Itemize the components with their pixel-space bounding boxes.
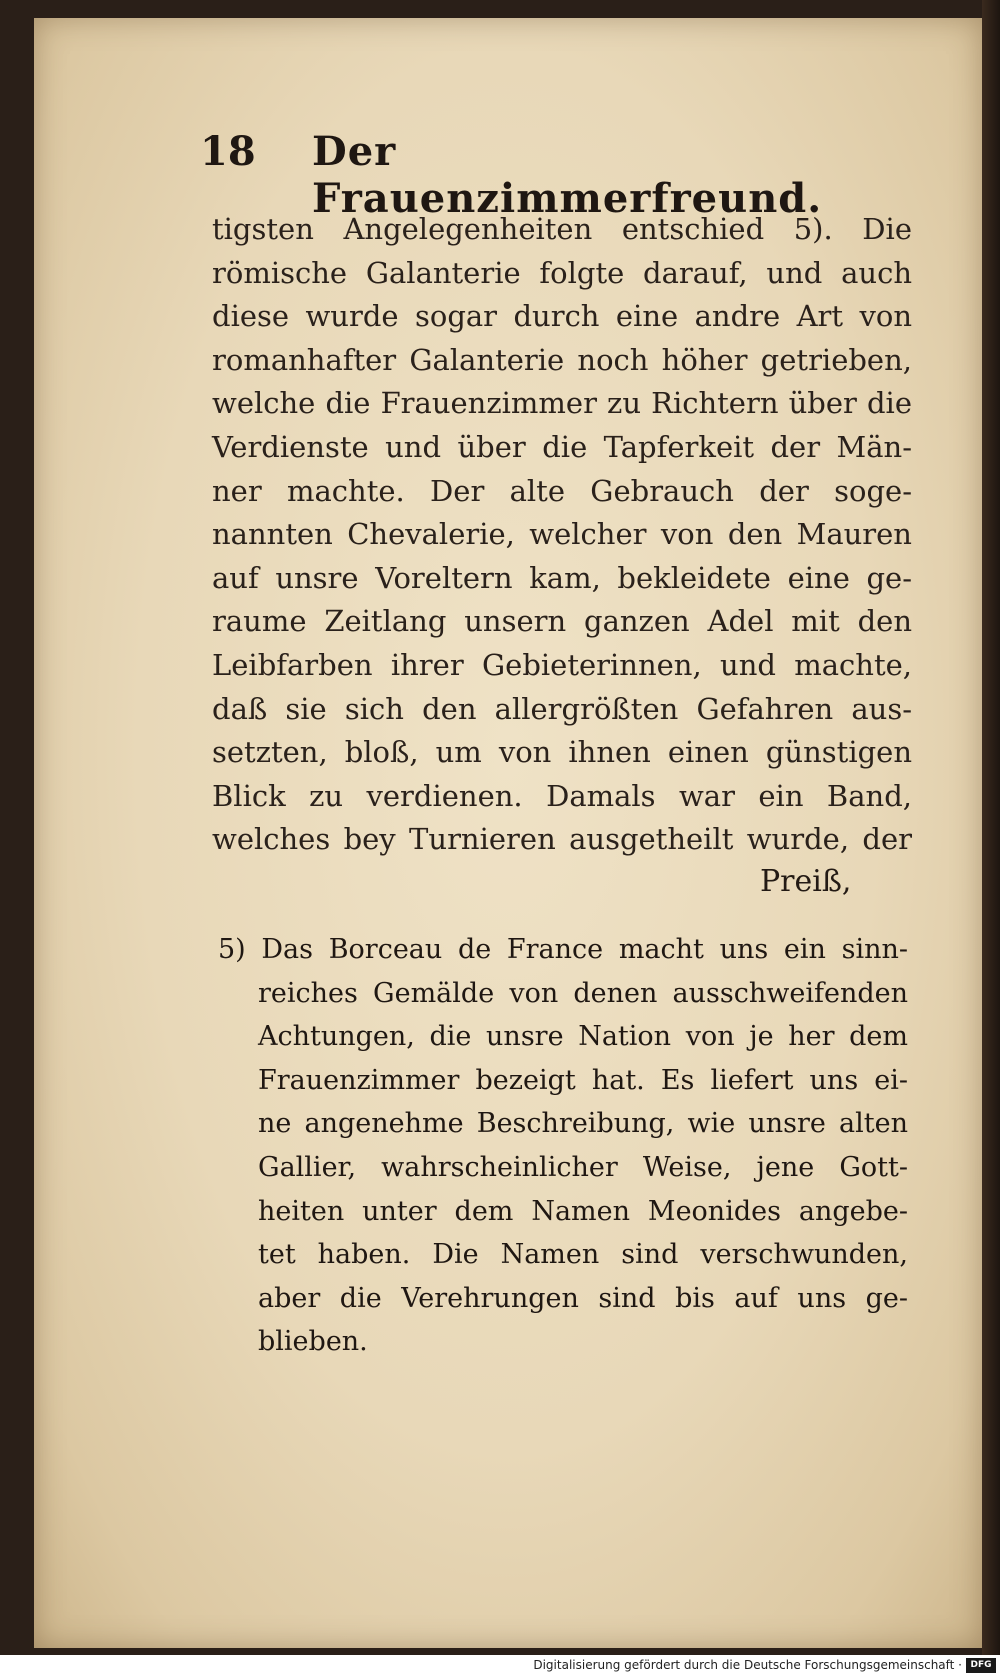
text-line: auf unsre Voreltern kam, bekleidete eine ge-: [212, 560, 912, 595]
page-number: 18: [200, 128, 256, 175]
footnote-line: heiten unter dem Namen Meonides angebe-: [258, 1195, 908, 1227]
text-line: Blick zu verdienen. Damals war ein Band,: [212, 778, 912, 813]
footnote-line: Gallier, wahrscheinlicher Weise, jene Gott-: [258, 1151, 908, 1183]
text-line: setzten, bloß, um von ihnen einen günstigen: [212, 735, 912, 770]
footnote-line: reiches Gemälde von denen ausschweifenden: [258, 977, 908, 1009]
text-line: tigsten Angelegenheiten entschied 5). Die: [212, 212, 912, 246]
text-line: nannten Chevalerie, welcher von den Mauren: [212, 517, 912, 552]
footnote-line: Frauenzimmer bezeigt hat. Es liefert uns ei-: [258, 1064, 908, 1096]
funding-credit: Digitalisierung gefördert durch die Deutsche Forschungsgemeinschaft ·: [533, 1658, 962, 1672]
text-line: daß sie sich den allergrößten Gefahren aus-: [212, 691, 912, 726]
text-line: römische Galanterie folgte darauf, und auch: [212, 255, 912, 290]
body-text: [212, 208, 912, 862]
text-line: welches bey Turnieren ausgetheilt wurde, der: [212, 822, 912, 857]
book-edge: [982, 0, 1000, 1655]
footnote-line: blieben.: [258, 1326, 368, 1358]
footnote-line: ne angenehme Beschreibung, wie unsre alten: [258, 1108, 908, 1140]
text-line: ner machte. Der alte Gebrauch der soge-: [212, 473, 912, 508]
footnote-line: aber die Verehrungen sind bis auf uns ge-: [258, 1282, 908, 1314]
text-line: Leibfarben ihrer Gebieterinnen, und machte,: [212, 647, 912, 682]
catchword: Preiß,: [760, 864, 852, 899]
text-line: Verdienste und über die Tapferkeit der Män-: [212, 429, 912, 464]
footnote: [218, 928, 908, 1364]
footnote-line: tet haben. Die Namen sind verschwunden,: [258, 1239, 908, 1271]
text-line: welche die Frauenzimmer zu Richtern über die: [212, 386, 912, 421]
footnote-line: 5) Das Borceau de France macht uns ein sinn-: [218, 934, 908, 965]
text-line: romanhafter Galanterie noch höher getrieben,: [212, 342, 912, 377]
page-header: [200, 128, 823, 222]
text-line: diese wurde sogar durch eine andre Art von: [212, 299, 912, 334]
dfg-logo: DFG: [966, 1658, 996, 1673]
digitization-footer: [0, 1655, 1000, 1677]
running-title: Der Frauenzimmerfreund.: [312, 128, 823, 222]
text-line: raume Zeitlang unsern ganzen Adel mit den: [212, 604, 912, 639]
footnote-line: Achtungen, die unsre Nation von je her dem: [258, 1021, 908, 1053]
